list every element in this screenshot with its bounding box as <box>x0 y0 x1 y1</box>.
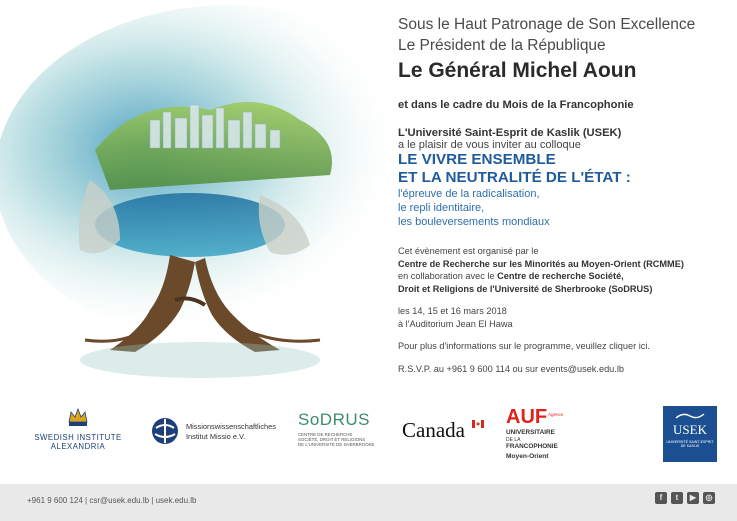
sodrus-wordmark: SoDRUS <box>298 410 370 429</box>
invitation-text <box>398 14 728 375</box>
auf-line-2: DE LA <box>506 437 521 443</box>
canada-text: Canada <box>402 418 465 442</box>
university-name: L'Université Saint-Esprit de Kaslik (USEK) <box>398 127 622 139</box>
partner-logos <box>0 396 737 470</box>
colloquium-title-1: LE VIVRE ENSEMBLE <box>398 151 556 168</box>
sodrus-sub-2: SOCIÉTÉ, DROIT ET RELIGIONS <box>298 437 366 442</box>
swedish-line-2: ALEXANDRIA <box>50 442 106 451</box>
colloquium-title-2: ET LA NEUTRALITÉ DE L'ÉTAT : <box>398 169 631 186</box>
sodrus-sub-1: CENTRE DE RECHERCHE <box>298 432 353 437</box>
footer <box>0 484 737 521</box>
patronage-line-2: Le Président de la République <box>398 37 606 54</box>
sodrus-sub-3: DE L'UNIVERSITÉ DE SHERBROOKE <box>298 442 375 447</box>
patronage-line-1: Sous le Haut Patronage de Son Excellence <box>398 16 696 33</box>
swedish-institute-logo <box>26 404 130 462</box>
facebook-icon[interactable]: f <box>655 492 667 504</box>
auf-line-1: UNIVERSITAIRE <box>506 429 555 436</box>
missio-line-1: Missionswissenschaftliches <box>186 422 276 431</box>
organizer-sodrus-a: Centre de recherche Société, <box>497 271 624 281</box>
usek-wordmark: USEK <box>673 422 707 437</box>
subtitle-line-2: le repli identitaire, <box>398 202 485 214</box>
instagram-icon[interactable]: ◎ <box>703 492 715 504</box>
auf-region: Moyen-Orient <box>506 453 549 460</box>
event-venue: à l'Auditorium Jean El Hawa <box>398 318 513 329</box>
more-info-link[interactable]: Pour plus d'informations sur le programme, veuillez cliquer ici. <box>398 341 650 351</box>
invite-line: a le plaisir de vous inviter au colloque <box>398 139 581 151</box>
francophonie-line: et dans le cadre du Mois de la Francophonie <box>398 99 634 111</box>
youtube-icon[interactable]: ▶ <box>687 492 699 504</box>
footer-contact[interactable]: +961 9 600 124 | csr@usek.edu.lb | usek.edu.lb <box>27 496 197 505</box>
collaboration-line <box>398 270 728 283</box>
usek-logo <box>663 406 717 462</box>
usek-sub: UNIVERSITÉ SAINT-ESPRIT DE KASLIK <box>666 440 714 448</box>
crown-icon <box>65 404 91 430</box>
subtitle-line-3: les bouleversements mondiaux <box>398 216 550 228</box>
swedish-line-1: SWEDISH INSTITUTE <box>34 433 122 442</box>
missio-line-2: Institut Missio e.V. <box>186 432 246 441</box>
auf-line-3: FRANCOPHONIE <box>506 443 558 450</box>
general-name: Le Général Michel Aoun <box>398 59 637 82</box>
organizers-intro: Cet évènement est organisé par le <box>398 246 539 256</box>
auf-logo <box>506 406 568 468</box>
subtitle-line-1: l'épreuve de la radicalisation, <box>398 188 540 200</box>
usek-wave-icon <box>675 412 705 420</box>
twitter-icon[interactable]: t <box>671 492 683 504</box>
sodrus-logo <box>298 410 388 460</box>
canada-wordmark <box>402 418 492 448</box>
auf-wordmark: AUF <box>506 406 548 428</box>
canada-flag-icon <box>472 420 484 428</box>
missio-globe-icon <box>150 416 180 446</box>
auf-agence: Agence <box>548 412 564 417</box>
rsvp-line: R.S.V.P. au +961 9 600 114 ou sur events@usek.edu.lb <box>398 363 624 374</box>
organizer-sodrus-b: Droit et Religions de l'Université de Sherbrooke (SoDRUS) <box>398 283 653 294</box>
collab-prefix: en collaboration avec le <box>398 271 498 281</box>
organizer-rcmme: Centre de Recherche sur les Minorités au Moyen-Orient (RCMME) <box>398 258 684 269</box>
missio-logo <box>150 414 275 454</box>
event-dates: les 14, 15 et 16 mars 2018 <box>398 306 507 316</box>
